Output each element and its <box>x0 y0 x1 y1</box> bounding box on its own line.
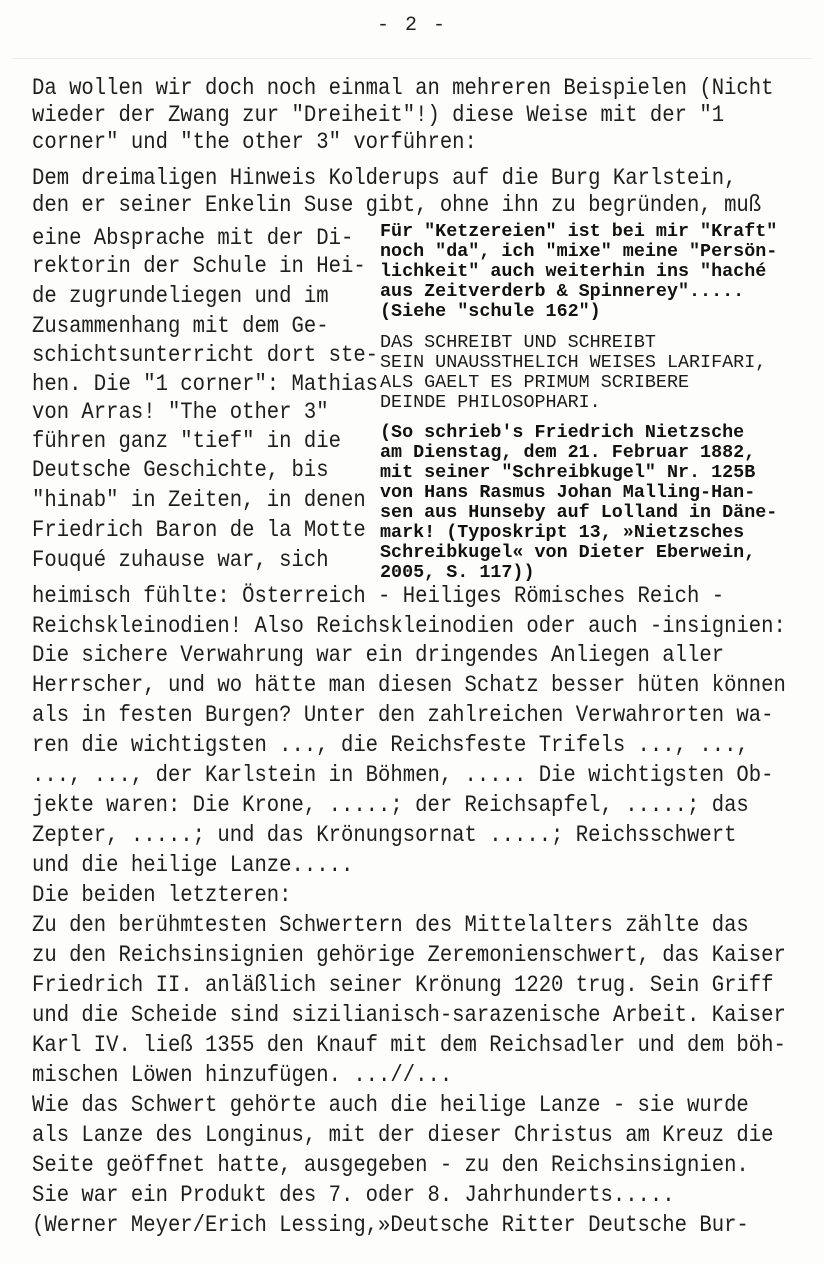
inset-source-line: Schreibkugel« von Dieter Eberwein, <box>380 542 756 563</box>
text-line: Wie das Schwert gehörte auch die heilige Lanze - sie wurde <box>32 1093 749 1119</box>
inset-poem-line: SEIN UNAUSSTHELICH WEISES LARIFARI, <box>380 352 767 373</box>
text-line: eine Absprache mit der Di- <box>32 226 354 252</box>
text-line: Herrscher, und wo hätte man diesen Schatz besser hüten können <box>32 673 786 699</box>
text-line: von Arras! "The other 3" <box>32 400 329 426</box>
text-line: wieder der Zwang zur "Dreiheit"!) diese Weise mit der "1 <box>32 103 725 129</box>
text-line: Friedrich II. anläßlich seiner Krönung 1220 trug. Sein Griff <box>32 973 774 999</box>
inset-line: aus Zeitverderb & Spinnerey"..... <box>380 281 745 302</box>
inset-line: noch "da", ich "mixe" meine "Persön- <box>380 241 778 262</box>
text-line: ren die wichtigsten ..., die Reichsfeste Trifels ..., ..., <box>32 733 749 759</box>
inset-source-line: mit seiner "Schreibkugel" Nr. 125B <box>380 462 756 483</box>
text-line: Sie war ein Produkt des 7. oder 8. Jahrhunderts..... <box>32 1183 675 1209</box>
text-line: und die Scheide sind sizilianisch-sarazenische Arbeit. Kaiser <box>32 1003 786 1029</box>
text-line: jekte waren: Die Krone, .....; der Reichsapfel, .....; das <box>32 793 749 819</box>
text-line: schichtsunterricht dort ste- <box>32 343 379 369</box>
text-line: Friedrich Baron de la Motte <box>32 518 366 544</box>
inset-source-line: (So schrieb's Friedrich Nietzsche <box>380 422 745 443</box>
text-line: Seite geöffnet hatte, ausgegeben - zu den Reichsinsignien. <box>32 1153 749 1179</box>
text-line: Karl IV. ließ 1355 den Knauf mit dem Reichsadler und dem böh- <box>32 1033 786 1059</box>
text-line: corner" und "the other 3" vorführen: <box>32 130 477 156</box>
inset-source-line: mark! (Typoskript 13, »Nietzsches <box>380 522 745 543</box>
scan-line <box>12 58 812 59</box>
text-line: (Werner Meyer/Erich Lessing,»Deutsche Ritter Deutsche Bur- <box>32 1213 749 1239</box>
inset-source-line: sen aus Hunseby auf Lolland in Däne- <box>380 502 778 523</box>
text-line: Fouqué zuhause war, sich <box>32 548 329 574</box>
text-line: Zepter, .....; und das Krönungsornat .....; Reichsschwert <box>32 823 737 849</box>
text-line: mischen Löwen hinzufügen. ...//... <box>32 1063 453 1089</box>
text-line: Die sichere Verwahrung war ein dringendes Anliegen aller <box>32 643 725 669</box>
text-line: Da wollen wir doch noch einmal an mehreren Beispielen (Nicht <box>32 76 774 102</box>
text-line: "hinab" in Zeiten, in denen <box>32 488 366 514</box>
page-number: - 2 - <box>376 14 447 37</box>
text-line: hen. Die "1 corner": Mathias <box>32 372 379 398</box>
text-line: ..., ..., der Karlstein in Böhmen, ..... Die wichtigsten Ob- <box>32 763 774 789</box>
text-line: Deutsche Geschichte, bis <box>32 458 329 484</box>
text-line: Reichskleinodien! Also Reichskleinodien oder auch -insignien: <box>32 614 786 640</box>
text-line: heimisch fühlte: Österreich - Heiliges Römisches Reich - <box>32 584 725 610</box>
text-line: Zusammenhang mit dem Ge- <box>32 314 329 340</box>
text-line: als in festen Burgen? Unter den zahlreichen Verwahrorten wa- <box>32 703 774 729</box>
text-line: rektorin der Schule in Hei- <box>32 254 366 280</box>
text-line: Dem dreimaligen Hinweis Kolderups auf die Burg Karlstein, <box>32 166 737 192</box>
inset-source-line: von Hans Rasmus Johan Malling-Han- <box>380 482 756 503</box>
text-line: de zugrundeliegen und im <box>32 284 329 310</box>
inset-line: (Siehe "schule 162") <box>380 301 601 322</box>
text-line: als Lanze des Longinus, mit der dieser Christus am Kreuz die <box>32 1123 774 1149</box>
inset-poem-line: ALS GAELT ES PRIMUM SCRIBERE <box>380 372 690 393</box>
text-line: den er seiner Enkelin Suse gibt, ohne ihn zu begründen, muß <box>32 193 762 219</box>
inset-line: lichkeit" auch weiterhin ins "haché <box>380 261 767 282</box>
text-line: Zu den berühmtesten Schwertern des Mittelalters zählte das <box>32 913 749 939</box>
text-line: Die beiden letzteren: <box>32 883 292 909</box>
text-line: und die heilige Lanze..... <box>32 853 354 879</box>
inset-poem-line: DEINDE PHILOSOPHARI. <box>380 392 601 413</box>
inset-source-line: am Dienstag, dem 21. Februar 1882, <box>380 442 756 463</box>
text-line: führen ganz "tief" in die <box>32 429 341 455</box>
inset-source-line: 2005, S. 117)) <box>380 562 535 583</box>
text-line: zu den Reichsinsignien gehörige Zeremonienschwert, das Kaiser <box>32 943 786 969</box>
inset-poem-line: DAS SCHREIBT UND SCHREIBT <box>380 332 656 353</box>
inset-line: Für "Ketzereien" ist bei mir "Kraft" <box>380 221 778 242</box>
